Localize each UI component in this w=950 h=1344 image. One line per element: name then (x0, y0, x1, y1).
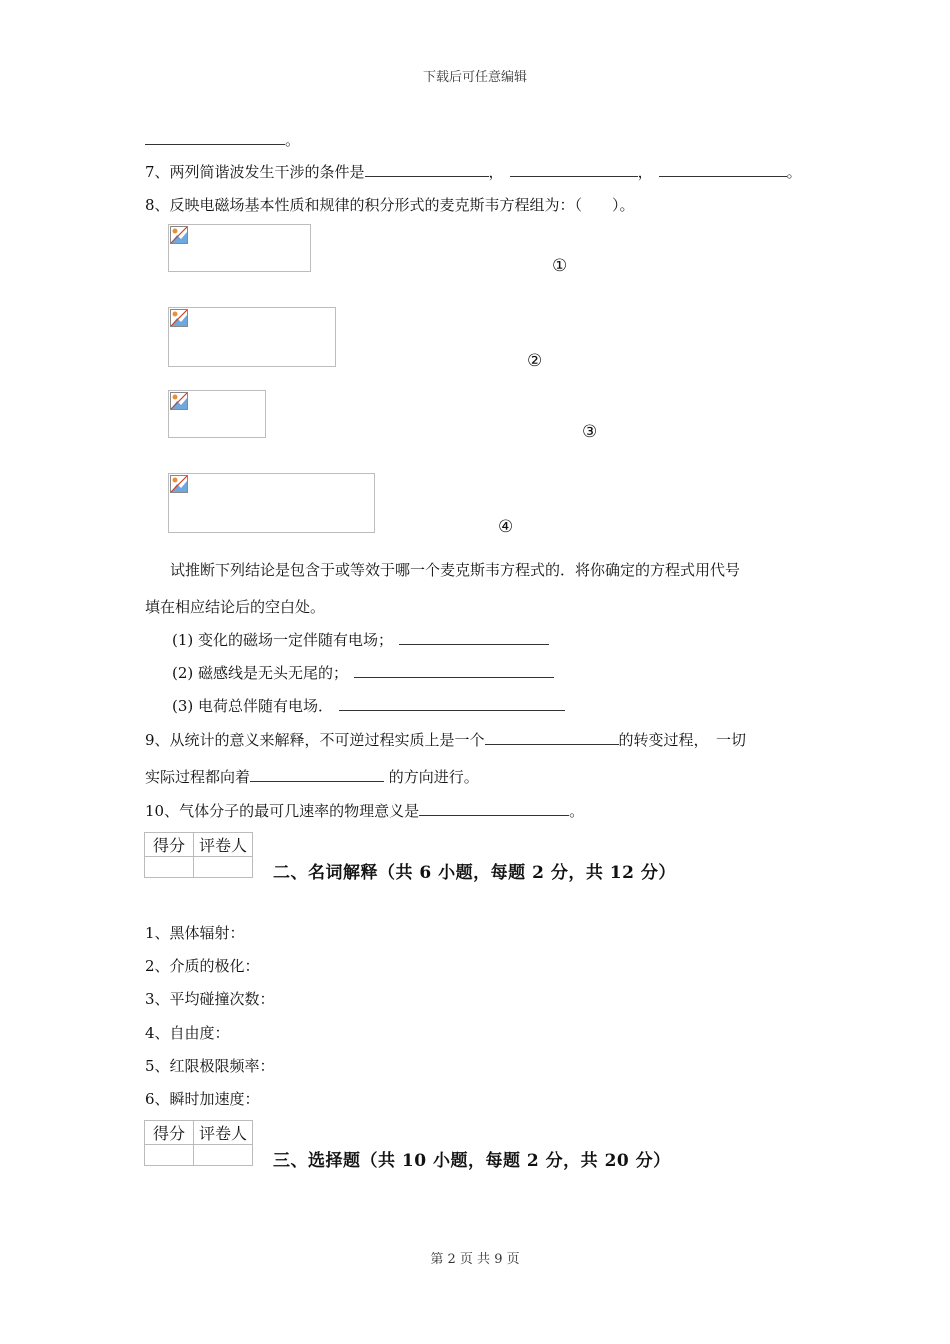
score-table (144, 1120, 253, 1166)
score-header: 得分 (145, 833, 194, 857)
answer-blank[interactable] (659, 162, 787, 177)
answer-blank[interactable] (339, 696, 565, 711)
answer-blank[interactable] (419, 801, 569, 816)
score-cell[interactable] (145, 1145, 194, 1166)
score-header: 得分 (145, 1121, 194, 1145)
equation-image-2 (168, 307, 336, 367)
term-item: 5、红限极限频率： (145, 1057, 275, 1075)
answer-blank[interactable] (399, 630, 549, 645)
inference-paragraph-line2: 填在相应结论后的空白处。 (145, 598, 326, 616)
grader-header: 评卷人 (194, 833, 253, 857)
page-footer: 第 2 页 共 9 页 (430, 1252, 520, 1267)
question-8-text: 8、反映电磁场基本性质和规律的积分形式的麦克斯韦方程组为：（ ）。 (145, 196, 635, 214)
equation-image-4 (168, 473, 375, 533)
question-10: 10、气体分子的最可几速率的物理意义是 。 (145, 802, 585, 820)
answer-blank[interactable] (485, 730, 619, 745)
question-7: 7、两列简谐波发生干涉的条件是 ， ， 。 (145, 163, 802, 181)
prev-question-tail: 。 (145, 130, 300, 150)
score-cell[interactable] (145, 857, 194, 878)
equation-image-1 (168, 224, 311, 272)
broken-image-icon (170, 309, 188, 327)
broken-image-icon (170, 226, 188, 244)
inference-paragraph-line1: 试推断下列结论是包含于或等效于哪一个麦克斯韦方程式的．将你确定的方程式用代号 (170, 561, 741, 579)
question-9-line2: 实际过程都向着 的方向进行。 (145, 768, 479, 786)
section-2-title: 二、名词解释（共 6 小题，每题 2 分，共 12 分） (273, 863, 676, 883)
term-item: 3、平均碰撞次数： (145, 990, 275, 1008)
answer-blank[interactable] (510, 162, 638, 177)
answer-blank[interactable] (354, 663, 554, 678)
conclusion-3: (3) 电荷总伴随有电场． (172, 696, 565, 716)
answer-blank[interactable] (145, 130, 285, 145)
question-7-text: 7、两列简谐波发生干涉的条件是 (145, 163, 365, 181)
term-item: 2、介质的极化： (145, 957, 260, 975)
equation-label-4: ④ (498, 517, 514, 537)
section-3-title: 三、选择题（共 10 小题，每题 2 分，共 20 分） (273, 1151, 671, 1171)
conclusion-1: (1) 变化的磁场一定伴随有电场； (172, 630, 549, 650)
equation-label-3: ③ (582, 422, 598, 442)
equation-label-2: ② (527, 351, 543, 371)
grader-cell[interactable] (194, 857, 253, 878)
grader-header: 评卷人 (194, 1121, 253, 1145)
grader-cell[interactable] (194, 1145, 253, 1166)
broken-image-icon (170, 392, 188, 410)
question-9-line1: 9、从统计的意义来解释，不可逆过程实质上是一个 的转变过程， 一切 (145, 731, 747, 749)
term-item: 1、黑体辐射： (145, 924, 245, 942)
term-item: 6、瞬时加速度： (145, 1090, 260, 1108)
equation-label-1: ① (552, 256, 568, 276)
conclusion-2: (2) 磁感线是无头无尾的； (172, 663, 554, 683)
answer-blank[interactable] (250, 767, 384, 782)
page-header: 下载后可任意编辑 (422, 70, 527, 85)
equation-image-3 (168, 390, 266, 438)
score-table (144, 832, 253, 878)
answer-blank[interactable] (365, 162, 489, 177)
term-item: 4、自由度： (145, 1024, 230, 1042)
broken-image-icon (170, 475, 188, 493)
